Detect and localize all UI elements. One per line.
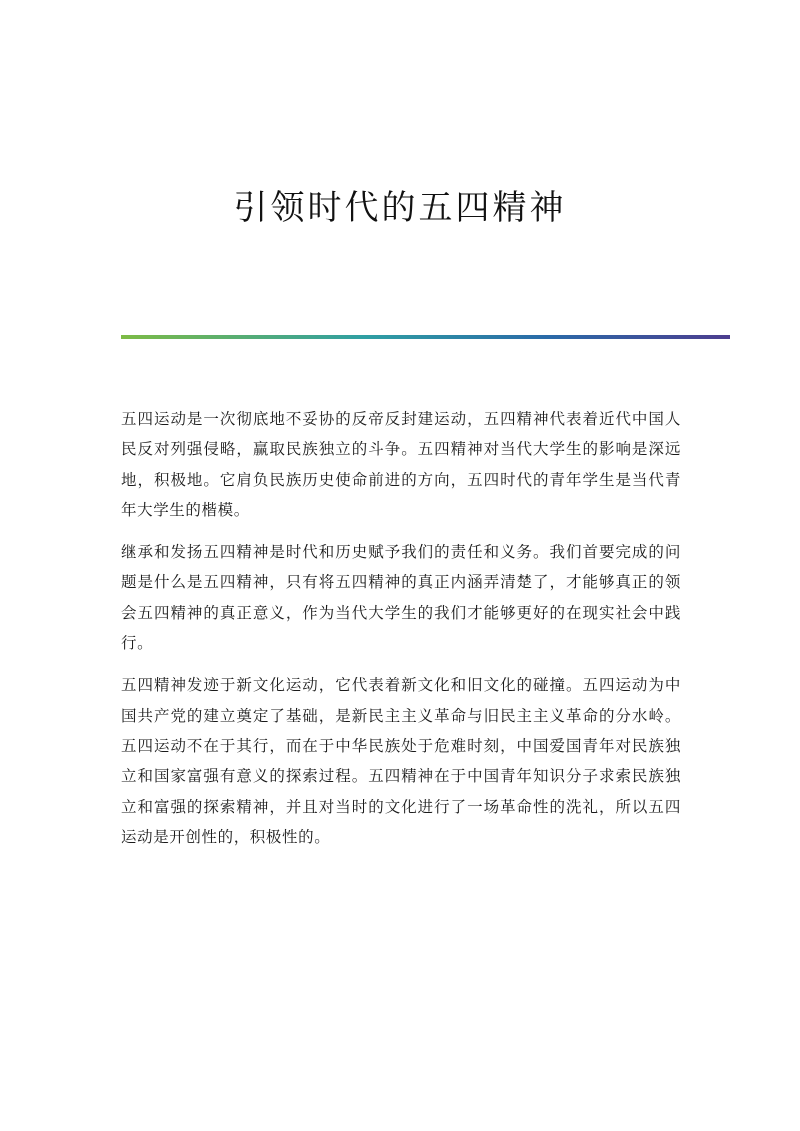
document-body xyxy=(121,404,681,864)
title-divider xyxy=(121,335,730,339)
paragraph-3: 五四精神发迹于新文化运动，它代表着新文化和旧文化的碰撞。五四运动为中国共产党的建立奠定了基础，是新民主主义革命与旧民主主义革命的分水岭。五四运动不在于其行，而在于中华民族处于危难时刻，中国爱国青年对民族独立和国家富强有意义的探索过程。五四精神在于中国青年知识分子求索民族独立和富强的探索精神，并且对当时的文化进行了一场革命性的洗礼，所以五四运动是开创性的，积极性的。 xyxy=(121,676,681,846)
paragraph-2: 继承和发扬五四精神是时代和历史赋予我们的责任和义务。我们首要完成的问题是什么是五四精神，只有将五四精神的真正内涵弄清楚了，才能够真正的领会五四精神的真正意义，作为当代大学生的我们才能够更好的在现实社会中践行。 xyxy=(121,543,681,653)
document-title: 引领时代的五四精神 xyxy=(233,188,567,228)
paragraph-1: 五四运动是一次彻底地不妥协的反帝反封建运动，五四精神代表着近代中国人民反对列强侵略，赢取民族独立的斗争。五四精神对当代大学生的影响是深远地，积极地。它肩负民族历史使命前进的方向，五四时代的青年学生是当代青年大学生的楷模。 xyxy=(121,410,681,519)
